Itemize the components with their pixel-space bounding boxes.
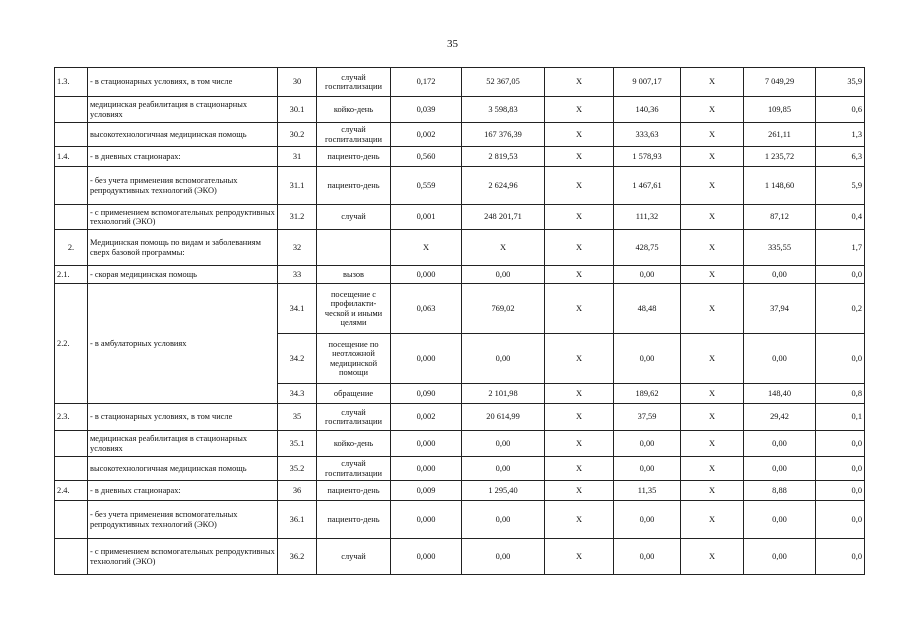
value-7: 0,0 xyxy=(816,457,865,481)
row-name: - с применением вспомогательных репродуктивных технологий (ЭКО) xyxy=(88,539,278,575)
value-6: 29,42 xyxy=(744,404,816,431)
unit: случай госпитализации xyxy=(317,457,391,481)
value-5: X xyxy=(681,539,744,575)
value-1: 0,002 xyxy=(391,123,462,147)
value-3: X xyxy=(545,431,614,457)
value-3: X xyxy=(545,284,614,334)
row-number: 1.3. xyxy=(55,68,88,97)
value-6: 1 148,60 xyxy=(744,167,816,205)
value-4: 0,00 xyxy=(614,431,681,457)
unit: случай госпитализации xyxy=(317,404,391,431)
row-number xyxy=(55,539,88,575)
row-name: - с применением вспомогательных репродуктивных технологий (ЭКО) xyxy=(88,205,278,230)
value-4: 189,62 xyxy=(614,384,681,404)
value-4: 37,59 xyxy=(614,404,681,431)
value-7: 0,4 xyxy=(816,205,865,230)
table-row xyxy=(55,457,865,481)
value-2: 2 819,53 xyxy=(462,147,545,167)
value-1: 0,000 xyxy=(391,457,462,481)
value-5: X xyxy=(681,230,744,266)
value-5: X xyxy=(681,457,744,481)
value-1: 0,172 xyxy=(391,68,462,97)
value-4: 0,00 xyxy=(614,539,681,575)
value-1: 0,000 xyxy=(391,431,462,457)
value-3: X xyxy=(545,481,614,501)
value-4: 333,63 xyxy=(614,123,681,147)
value-3: X xyxy=(545,539,614,575)
unit: пациенто-день xyxy=(317,147,391,167)
value-4: 11,35 xyxy=(614,481,681,501)
value-5: X xyxy=(681,404,744,431)
value-5: X xyxy=(681,167,744,205)
value-6: 0,00 xyxy=(744,457,816,481)
line-code: 30.2 xyxy=(278,123,317,147)
row-number xyxy=(55,167,88,205)
value-7: 0,0 xyxy=(816,481,865,501)
row-name: медицинская реабилитация в стационарных условиях xyxy=(88,431,278,457)
value-6: 8,88 xyxy=(744,481,816,501)
table-row xyxy=(55,266,865,284)
row-number xyxy=(55,501,88,539)
value-2: X xyxy=(462,230,545,266)
line-code: 36.1 xyxy=(278,501,317,539)
row-number xyxy=(55,457,88,481)
value-6: 261,11 xyxy=(744,123,816,147)
line-code: 35.2 xyxy=(278,457,317,481)
table-row xyxy=(55,481,865,501)
value-3: X xyxy=(545,457,614,481)
value-2: 248 201,71 xyxy=(462,205,545,230)
table-row xyxy=(55,97,865,123)
value-3: X xyxy=(545,147,614,167)
value-4: 428,75 xyxy=(614,230,681,266)
value-6: 37,94 xyxy=(744,284,816,334)
value-6: 335,55 xyxy=(744,230,816,266)
value-2: 0,00 xyxy=(462,266,545,284)
value-6: 0,00 xyxy=(744,501,816,539)
value-3: X xyxy=(545,501,614,539)
value-7: 0,0 xyxy=(816,266,865,284)
value-1: 0,000 xyxy=(391,539,462,575)
table-body xyxy=(55,68,865,575)
value-6: 87,12 xyxy=(744,205,816,230)
value-2: 1 295,40 xyxy=(462,481,545,501)
unit: койко-день xyxy=(317,431,391,457)
row-number: 2.1. xyxy=(55,266,88,284)
value-1: X xyxy=(391,230,462,266)
value-5: X xyxy=(681,68,744,97)
value-5: X xyxy=(681,97,744,123)
value-2: 0,00 xyxy=(462,501,545,539)
row-name: - в амбулаторных условиях xyxy=(88,284,278,404)
value-3: X xyxy=(545,123,614,147)
line-code: 31 xyxy=(278,147,317,167)
row-number: 2.4. xyxy=(55,481,88,501)
value-7: 0,2 xyxy=(816,284,865,334)
table-row xyxy=(55,68,865,97)
table-row xyxy=(55,147,865,167)
value-1: 0,559 xyxy=(391,167,462,205)
row-number xyxy=(55,205,88,230)
value-6: 109,85 xyxy=(744,97,816,123)
line-code: 35 xyxy=(278,404,317,431)
row-name: - в дневных стационарах: xyxy=(88,147,278,167)
value-2: 52 367,05 xyxy=(462,68,545,97)
line-code: 30.1 xyxy=(278,97,317,123)
row-name: медицинская реабилитация в стационарных условиях xyxy=(88,97,278,123)
unit: случай xyxy=(317,205,391,230)
value-6: 148,40 xyxy=(744,384,816,404)
value-5: X xyxy=(681,205,744,230)
unit: пациенто-день xyxy=(317,481,391,501)
unit: вызов xyxy=(317,266,391,284)
line-code: 36 xyxy=(278,481,317,501)
line-code: 34.2 xyxy=(278,334,317,384)
line-code: 31.2 xyxy=(278,205,317,230)
value-3: X xyxy=(545,68,614,97)
value-2: 0,00 xyxy=(462,334,545,384)
page-number: 35 xyxy=(447,38,458,50)
unit: пациенто-день xyxy=(317,501,391,539)
value-1: 0,000 xyxy=(391,501,462,539)
value-3: X xyxy=(545,266,614,284)
value-6: 0,00 xyxy=(744,334,816,384)
row-number xyxy=(55,431,88,457)
table-row xyxy=(55,205,865,230)
value-5: X xyxy=(681,147,744,167)
value-5: X xyxy=(681,431,744,457)
unit: случай xyxy=(317,539,391,575)
value-2: 2 101,98 xyxy=(462,384,545,404)
value-7: 0,8 xyxy=(816,384,865,404)
value-2: 0,00 xyxy=(462,539,545,575)
financing-table xyxy=(54,67,865,575)
table-row xyxy=(55,167,865,205)
value-2: 0,00 xyxy=(462,431,545,457)
value-3: X xyxy=(545,167,614,205)
table-row xyxy=(55,404,865,431)
value-4: 140,36 xyxy=(614,97,681,123)
row-name: - в дневных стационарах: xyxy=(88,481,278,501)
unit xyxy=(317,230,391,266)
unit: пациенто-день xyxy=(317,167,391,205)
line-code: 34.3 xyxy=(278,384,317,404)
line-code: 30 xyxy=(278,68,317,97)
value-7: 1,3 xyxy=(816,123,865,147)
line-code: 32 xyxy=(278,230,317,266)
value-6: 1 235,72 xyxy=(744,147,816,167)
value-3: X xyxy=(545,97,614,123)
value-7: 0,0 xyxy=(816,501,865,539)
value-1: 0,000 xyxy=(391,334,462,384)
value-7: 1,7 xyxy=(816,230,865,266)
value-7: 0,0 xyxy=(816,334,865,384)
table-row xyxy=(55,539,865,575)
row-name: высокотехнологичная медицинская помощь xyxy=(88,457,278,481)
value-6: 0,00 xyxy=(744,266,816,284)
value-3: X xyxy=(545,404,614,431)
value-4: 0,00 xyxy=(614,266,681,284)
value-5: X xyxy=(681,334,744,384)
unit: посещение с профилакти-ческой и иными целями xyxy=(317,284,391,334)
line-code: 33 xyxy=(278,266,317,284)
value-4: 0,00 xyxy=(614,457,681,481)
unit: койко-день xyxy=(317,97,391,123)
value-4: 1 467,61 xyxy=(614,167,681,205)
row-number: 1.4. xyxy=(55,147,88,167)
table-row xyxy=(55,431,865,457)
table-row xyxy=(55,123,865,147)
value-1: 0,063 xyxy=(391,284,462,334)
row-number xyxy=(55,97,88,123)
value-3: X xyxy=(545,205,614,230)
line-code: 34.1 xyxy=(278,284,317,334)
row-name: Медицинская помощь по видам и заболеваниям сверх базовой программы: xyxy=(88,230,278,266)
value-7: 35,9 xyxy=(816,68,865,97)
line-code: 31.1 xyxy=(278,167,317,205)
value-1: 0,560 xyxy=(391,147,462,167)
value-1: 0,090 xyxy=(391,384,462,404)
row-name: - без учета применения вспомогательных репродуктивных технологий (ЭКО) xyxy=(88,167,278,205)
value-6: 7 049,29 xyxy=(744,68,816,97)
value-7: 0,6 xyxy=(816,97,865,123)
value-7: 0,1 xyxy=(816,404,865,431)
value-2: 0,00 xyxy=(462,457,545,481)
row-name: - в стационарных условиях, в том числе xyxy=(88,68,278,97)
value-1: 0,009 xyxy=(391,481,462,501)
value-5: X xyxy=(681,481,744,501)
row-number: 2.3. xyxy=(55,404,88,431)
table-row xyxy=(55,501,865,539)
unit: обращение xyxy=(317,384,391,404)
unit: посещение по неотложной медицинской помощи xyxy=(317,334,391,384)
value-4: 48,48 xyxy=(614,284,681,334)
unit: случай госпитализации xyxy=(317,68,391,97)
value-4: 1 578,93 xyxy=(614,147,681,167)
value-4: 111,32 xyxy=(614,205,681,230)
unit: случай госпитализации xyxy=(317,123,391,147)
table-row xyxy=(55,230,865,266)
value-4: 0,00 xyxy=(614,334,681,384)
value-5: X xyxy=(681,123,744,147)
value-7: 6,3 xyxy=(816,147,865,167)
value-5: X xyxy=(681,501,744,539)
value-2: 167 376,39 xyxy=(462,123,545,147)
value-1: 0,000 xyxy=(391,266,462,284)
value-5: X xyxy=(681,266,744,284)
value-2: 3 598,83 xyxy=(462,97,545,123)
value-2: 769,02 xyxy=(462,284,545,334)
value-1: 0,001 xyxy=(391,205,462,230)
value-3: X xyxy=(545,230,614,266)
value-4: 9 007,17 xyxy=(614,68,681,97)
value-7: 5,9 xyxy=(816,167,865,205)
row-name: - без учета применения вспомогательных репродуктивных технологий (ЭКО) xyxy=(88,501,278,539)
value-5: X xyxy=(681,384,744,404)
value-4: 0,00 xyxy=(614,501,681,539)
value-2: 2 624,96 xyxy=(462,167,545,205)
line-code: 36.2 xyxy=(278,539,317,575)
value-1: 0,039 xyxy=(391,97,462,123)
value-1: 0,002 xyxy=(391,404,462,431)
row-number: 2.2. xyxy=(55,284,88,404)
value-6: 0,00 xyxy=(744,539,816,575)
value-3: X xyxy=(545,384,614,404)
value-6: 0,00 xyxy=(744,431,816,457)
table-row xyxy=(55,284,865,334)
line-code: 35.1 xyxy=(278,431,317,457)
value-7: 0,0 xyxy=(816,431,865,457)
row-number xyxy=(55,123,88,147)
row-name: - скорая медицинская помощь xyxy=(88,266,278,284)
value-7: 0,0 xyxy=(816,539,865,575)
row-number: 2. xyxy=(55,230,88,266)
value-3: X xyxy=(545,334,614,384)
row-name: - в стационарных условиях, в том числе xyxy=(88,404,278,431)
row-name: высокотехнологичная медицинская помощь xyxy=(88,123,278,147)
value-2: 20 614,99 xyxy=(462,404,545,431)
value-5: X xyxy=(681,284,744,334)
